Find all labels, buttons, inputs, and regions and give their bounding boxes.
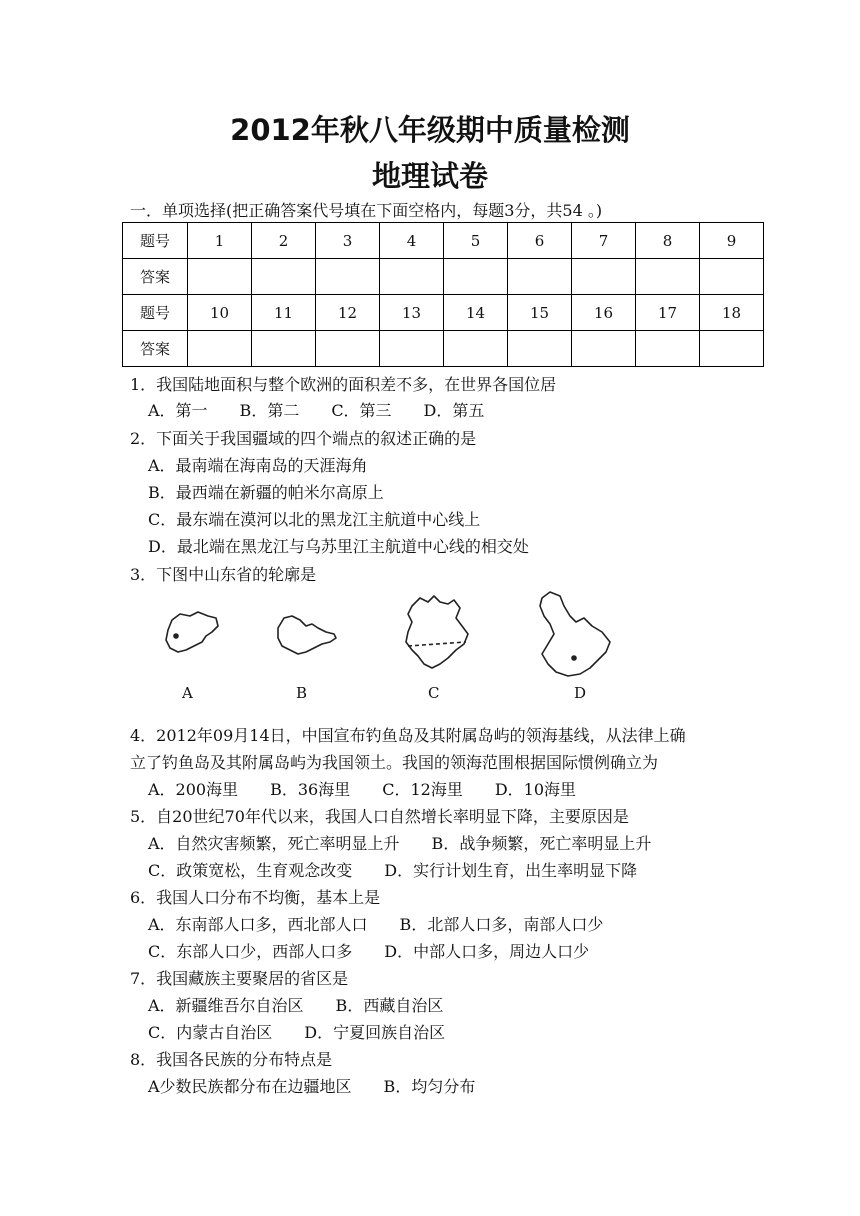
- question-5-stem: 5．自20世纪70年代以来，我国人口自然增长率明显下降，主要原因是: [130, 807, 629, 826]
- question-1-options: A．第一 B．第二 C．第三 D．第五: [148, 401, 485, 420]
- figure-label-d: D: [574, 684, 587, 702]
- answer-cell[interactable]: [508, 259, 572, 295]
- question-1-stem: 1．我国陆地面积与整个欧洲的面积差不多，在世界各国位居: [130, 375, 557, 394]
- row-label-question: 题号: [123, 223, 188, 259]
- answer-cell[interactable]: [316, 331, 380, 367]
- question-number: 17: [636, 295, 700, 331]
- outline-c: [406, 596, 468, 668]
- answer-cell[interactable]: [508, 331, 572, 367]
- answer-cell[interactable]: [700, 331, 764, 367]
- exam-subtitle: 地理试卷: [371, 159, 488, 193]
- question-7-options-cd: C．内蒙古自治区 D．宁夏回族自治区: [148, 1023, 446, 1042]
- question-number: 18: [700, 295, 764, 331]
- question-2-option-a: A．最南端在海南岛的天涯海角: [148, 456, 368, 475]
- row-label-question: 题号: [123, 295, 188, 331]
- question-number: 13: [380, 295, 444, 331]
- answer-cell[interactable]: [252, 259, 316, 295]
- question-number: 10: [188, 295, 252, 331]
- figure-label-b: B: [296, 684, 308, 702]
- question-3-stem: 3．下图中山东省的轮廓是: [130, 565, 317, 584]
- table-row: [123, 295, 764, 331]
- exam-title: 2012年秋八年级期中质量检测: [230, 113, 630, 147]
- province-outline-figures: [150, 588, 630, 708]
- row-label-answer: 答案: [123, 259, 188, 295]
- answer-cell[interactable]: [636, 331, 700, 367]
- row-label-answer: 答案: [123, 331, 188, 367]
- question-7-options-ab: A．新疆维吾尔自治区 B．西藏自治区: [148, 996, 444, 1015]
- question-number: 14: [444, 295, 508, 331]
- answer-cell[interactable]: [188, 331, 252, 367]
- question-2-option-c: C．最东端在漠河以北的黑龙江主航道中心线上: [148, 510, 481, 529]
- question-6-stem: 6．我国人口分布不均衡，基本上是: [130, 888, 381, 907]
- question-2-option-b: B．最西端在新疆的帕米尔高原上: [148, 483, 384, 502]
- question-number: 16: [572, 295, 636, 331]
- question-4-line1: 4．2012年09月14日，中国宣布钓鱼岛及其附属岛屿的领海基线，从法律上确: [130, 726, 686, 745]
- question-number: 11: [252, 295, 316, 331]
- question-number: 2: [252, 223, 316, 259]
- question-2-option-d: D．最北端在黑龙江与乌苏里江主航道中心线的相交处: [148, 537, 529, 556]
- answer-cell[interactable]: [700, 259, 764, 295]
- answer-table: [122, 222, 764, 367]
- question-4-options: A．200海里 B．36海里 C．12海里 D．10海里: [148, 780, 577, 799]
- outline-c-border: [408, 642, 466, 646]
- question-6-options-cd: C．东部人口少，西部人口多 D．中部人口多，周边人口少: [148, 942, 590, 961]
- question-number: 3: [316, 223, 380, 259]
- question-2-stem: 2．下面关于我国疆域的四个端点的叙述正确的是: [130, 429, 477, 448]
- outline-b: [278, 616, 336, 654]
- province-outline-svg: [150, 588, 630, 708]
- answer-cell[interactable]: [572, 331, 636, 367]
- question-number: 9: [700, 223, 764, 259]
- question-number: 15: [508, 295, 572, 331]
- answer-cell[interactable]: [252, 331, 316, 367]
- question-4-line2: 立了钓鱼岛及其附属岛屿为我国领土。我国的领海范围根据国际惯例确立为: [130, 753, 659, 772]
- outline-d: [540, 592, 610, 676]
- table-row: [123, 331, 764, 367]
- table-row: [123, 223, 764, 259]
- answer-cell[interactable]: [572, 259, 636, 295]
- question-5-options-cd: C．政策宽松，生育观念改变 D．实行计划生育，出生率明显下降: [148, 861, 638, 880]
- outline-a: [166, 612, 218, 652]
- question-number: 12: [316, 295, 380, 331]
- question-number: 7: [572, 223, 636, 259]
- question-5-options-ab: A．自然灾害频繁，死亡率明显上升 B．战争频繁，死亡率明显上升: [148, 834, 652, 853]
- table-row: [123, 259, 764, 295]
- answer-cell[interactable]: [444, 259, 508, 295]
- question-number: 8: [636, 223, 700, 259]
- question-number: 4: [380, 223, 444, 259]
- figure-label-a: A: [182, 684, 193, 702]
- answer-cell[interactable]: [380, 331, 444, 367]
- answer-cell[interactable]: [316, 259, 380, 295]
- outline-d-dot: [572, 656, 576, 660]
- question-8-options-ab: A少数民族都分布在边疆地区 B．均匀分布: [148, 1077, 476, 1096]
- question-7-stem: 7．我国藏族主要聚居的省区是: [130, 969, 349, 988]
- answer-cell[interactable]: [444, 331, 508, 367]
- question-6-options-ab: A．东南部人口多，西北部人口 B．北部人口多，南部人口少: [148, 915, 604, 934]
- question-number: 1: [188, 223, 252, 259]
- question-number: 5: [444, 223, 508, 259]
- section-heading: 一．单项选择(把正确答案代号填在下面空格内，每题3分，共54 。): [130, 201, 603, 220]
- answer-cell[interactable]: [636, 259, 700, 295]
- answer-cell[interactable]: [380, 259, 444, 295]
- outline-a-dot: [174, 634, 178, 638]
- question-8-stem: 8．我国各民族的分布特点是: [130, 1050, 333, 1069]
- question-number: 6: [508, 223, 572, 259]
- figure-label-c: C: [428, 684, 440, 702]
- answer-cell[interactable]: [188, 259, 252, 295]
